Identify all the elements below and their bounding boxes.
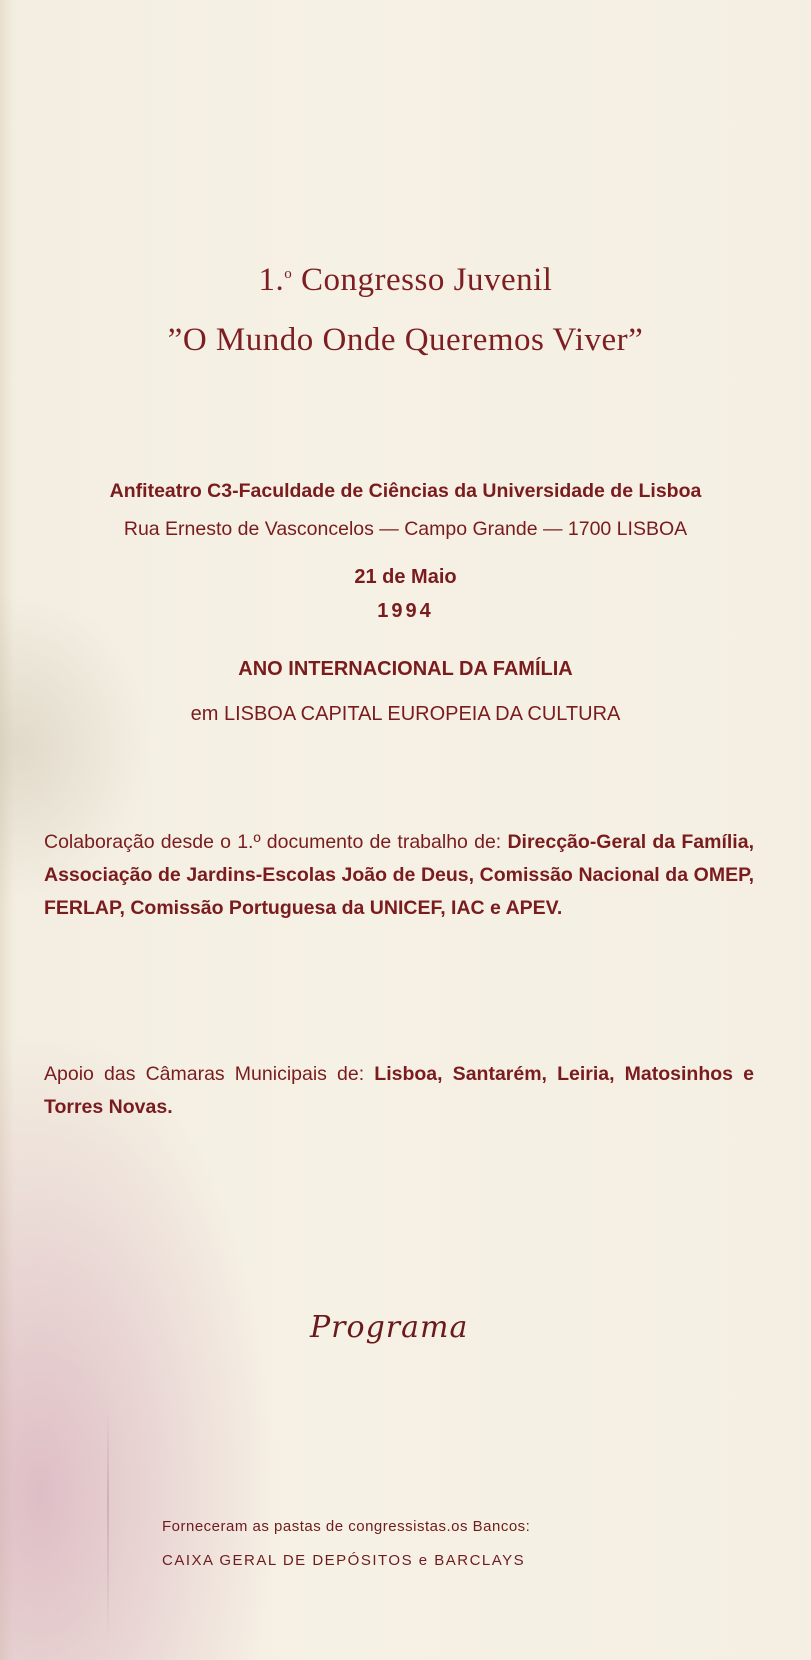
event-year: 1994: [377, 600, 434, 622]
international-year-line: ANO INTERNACIONAL DA FAMÍLIA: [238, 658, 573, 680]
sponsor-line: Forneceram as pastas de congressistas.os Bancos:: [162, 1518, 531, 1535]
venue-line: Anfiteatro C3-Faculdade de Ciências da Universidade de Lisboa: [109, 480, 702, 502]
program-script-heading: Programa: [310, 1310, 469, 1345]
collaboration-paragraph: [44, 826, 754, 925]
event-day: 21 de Maio: [354, 566, 457, 588]
ordinal-indicator: o: [284, 266, 293, 282]
support-intro: Apoio das Câmaras Municipais de:: [44, 1063, 375, 1085]
support-paragraph: [44, 1058, 754, 1124]
address-line: Rua Ernesto de Vasconcelos — Campo Grande — 1700 LISBOA: [123, 518, 688, 540]
collaboration-orgs: Direcção-Geral da Família, Associação de Jardins-Escolas João de Deus, Comissão Nacional da OMEP, FERLAP, Comissão Portuguesa da UNICEF, IAC e APEV.: [44, 831, 754, 919]
congress-subtitle: ”O Mundo Onde Queremos Viver”: [167, 322, 644, 358]
capital-culture-line: em LISBOA CAPITAL EUROPEIA DA CULTURA: [190, 703, 621, 725]
congress-title: 1.$^o$ Congresso Juvenil: [258, 262, 553, 298]
support-cities: Lisboa, Santarém, Leiria, Matosinhos e Torres Novas.: [44, 1063, 754, 1118]
paper-crease: [107, 1410, 109, 1640]
collaboration-intro: Colaboração desde o 1.º documento de trabalho de:: [44, 831, 508, 853]
sponsor-banks: CAIXA GERAL DE DEPÓSITOS e BARCLAYS: [162, 1552, 526, 1569]
